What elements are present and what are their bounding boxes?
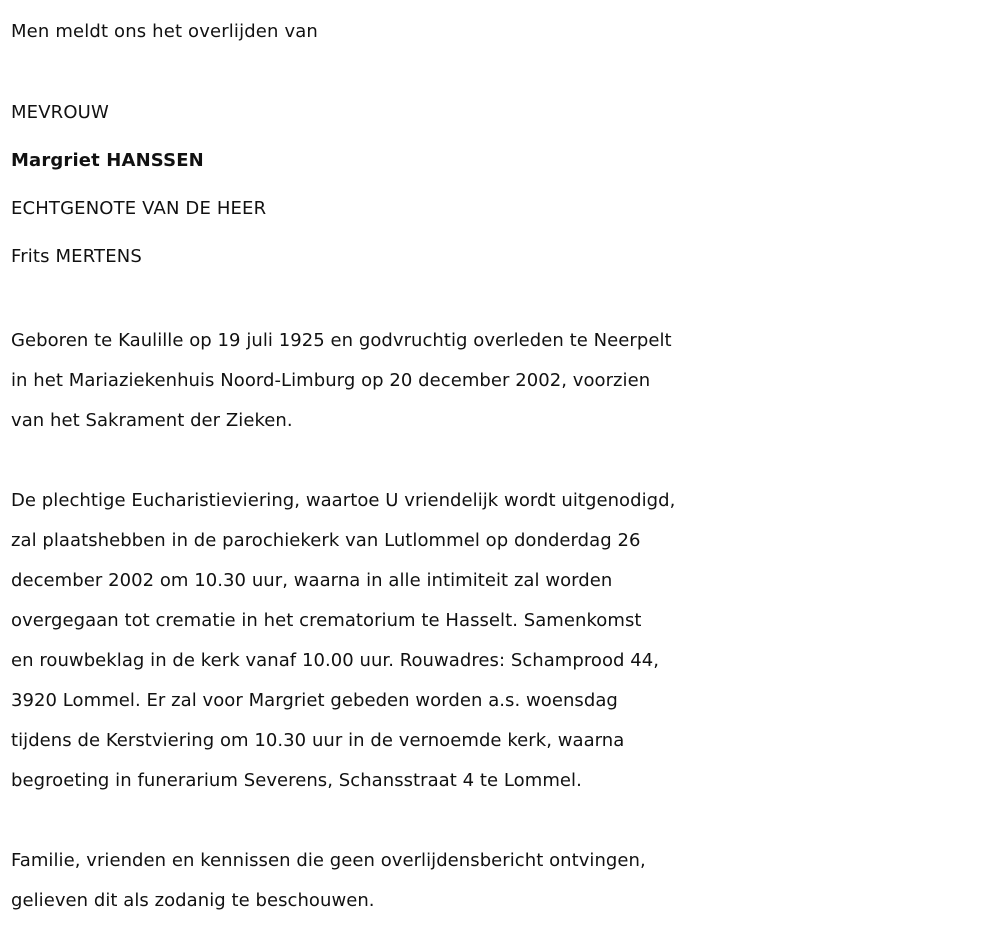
paragraph-line: zal plaatshebben in de parochiekerk van Lutlommel op donderdag 26	[11, 530, 641, 551]
paragraph-line: De plechtige Eucharistieviering, waartoe U vriendelijk wordt uitgenodigd,	[11, 490, 676, 511]
birth-death-paragraph	[11, 321, 1000, 441]
deceased-title: MEVROUW	[11, 102, 109, 123]
spacer	[11, 56, 1000, 89]
paragraph-line: Familie, vrienden en kennissen die geen overlijdensbericht ontvingen,	[11, 850, 646, 871]
paragraph-line: overgegaan tot crematie in het crematorium te Hasselt. Samenkomst	[11, 610, 642, 631]
paragraph-line: Geboren te Kaulille op 19 juli 1925 en godvruchtig overleden te Neerpelt	[11, 330, 672, 351]
deceased-relation: ECHTGENOTE VAN DE HEER	[11, 198, 267, 219]
spacer	[11, 801, 1000, 841]
paragraph-line: tijdens de Kerstviering om 10.30 uur in de vernoemde kerk, waarna	[11, 730, 625, 751]
paragraph-line: december 2002 om 10.30 uur, waarna in alle intimiteit zal worden	[11, 570, 613, 591]
intro-line: Men meldt ons het overlijden van	[11, 21, 318, 42]
paragraph-line: begroeting in funerarium Severens, Schansstraat 4 te Lommel.	[11, 770, 582, 791]
spacer	[11, 281, 1000, 321]
closing-paragraph	[11, 841, 1000, 921]
paragraph-line: van het Sakrament der Zieken.	[11, 410, 293, 431]
ceremony-paragraph	[11, 481, 1000, 801]
paragraph-line: in het Mariaziekenhuis Noord-Limburg op 20 december 2002, voorzien	[11, 370, 651, 391]
paragraph-line: 3920 Lommel. Er zal voor Margriet gebeden worden a.s. woensdag	[11, 690, 618, 711]
paragraph-line: en rouwbeklag in de kerk vanaf 10.00 uur. Rouwadres: Schamprood 44,	[11, 650, 660, 671]
spouse-name: Frits MERTENS	[11, 246, 142, 267]
paragraph-line: gelieven dit als zodanig te beschouwen.	[11, 890, 375, 911]
deceased-name: Margriet HANSSEN	[11, 150, 204, 171]
spacer	[11, 441, 1000, 481]
